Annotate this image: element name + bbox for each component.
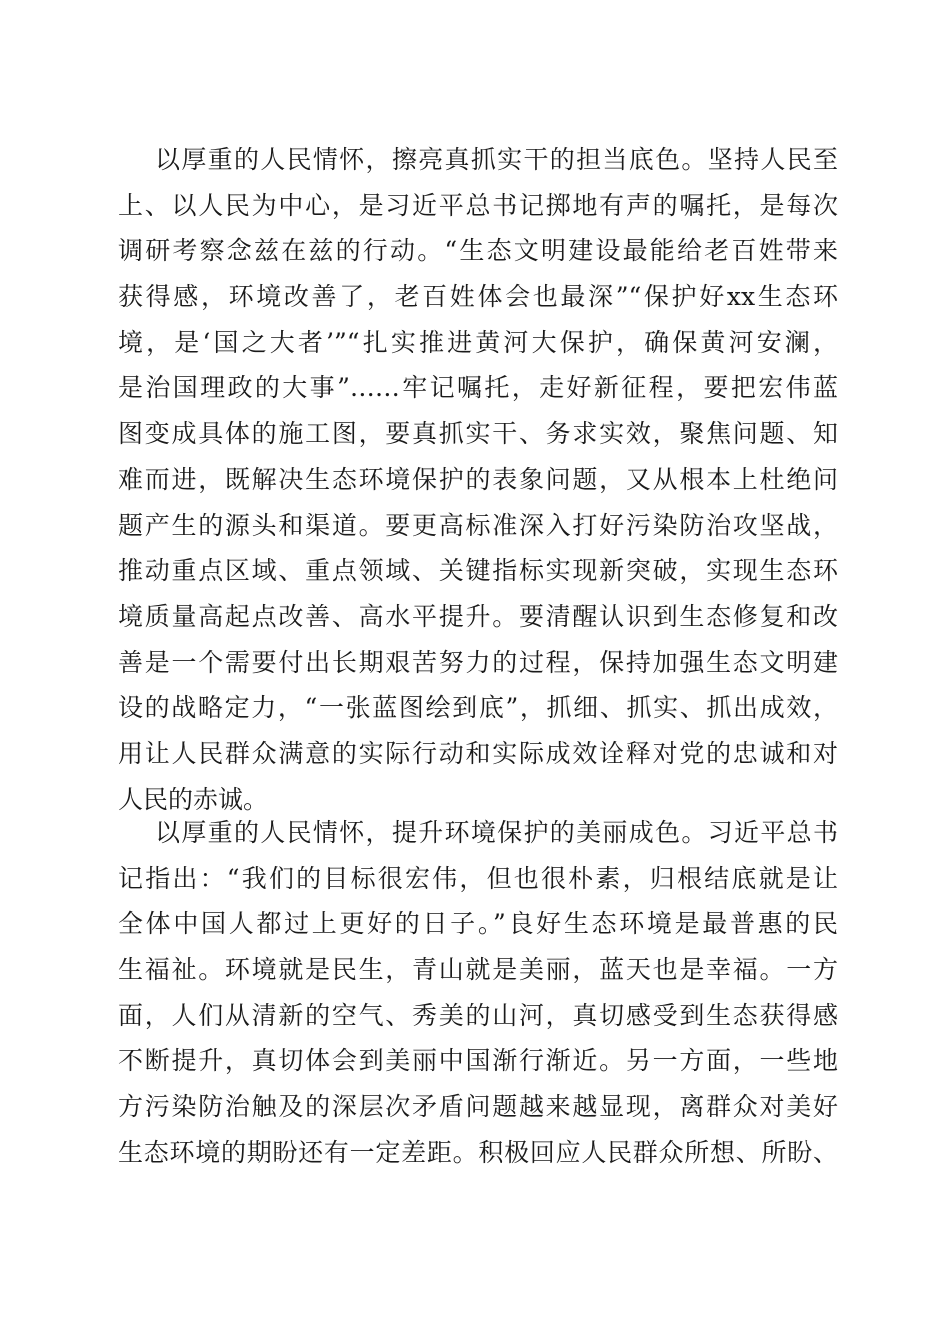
paragraph-line: 生态环境的期盼还有一定差距。积极回应人民群众所想、所盼、 (118, 1137, 838, 1167)
paragraph-line: 图变成具体的施工图，要真抓实干、务求实效，聚焦问题、知 (118, 419, 838, 449)
paragraph-1 (118, 137, 838, 822)
paragraph-line: 境质量高起点改善、高水平提升。要清醒认识到生态修复和改 (118, 601, 838, 631)
paragraph-line: 生福祉。环境就是民生，青山就是美丽，蓝天也是幸福。一方 (118, 955, 838, 985)
paragraph-line: 方污染防治触及的深层次矛盾问题越来越显现，离群众对美好 (118, 1092, 838, 1122)
paragraph-line: 是治国理政的大事”……牢记嘱托，走好新征程，要把宏伟蓝 (118, 373, 838, 403)
paragraph-line: 用让人民群众满意的实际行动和实际成效诠释对党的忠诚和对 (118, 738, 838, 768)
paragraph-line: 上、以人民为中心，是习近平总书记掷地有声的嘱托，是每次 (118, 190, 838, 220)
paragraph-line: 不断提升，真切体会到美丽中国渐行渐近。另一方面，一些地 (118, 1046, 838, 1076)
paragraph-line: 题产生的源头和渠道。要更高标准深入打好污染防治攻坚战， (118, 510, 838, 540)
paragraph-line: 全体中国人都过上更好的日子。”良好生态环境是最普惠的民 (118, 909, 838, 939)
paragraph-line: 设的战略定力，“一张蓝图绘到底”，抓细、抓实、抓出成效， (118, 693, 838, 723)
paragraph-line: 获得感，环境改善了，老百姓体会也最深”“保护好xx生态环 (118, 282, 838, 312)
paragraph-line: 人民的赤诚。 (118, 784, 269, 814)
paragraph-line: 难而进，既解决生态环境保护的表象问题，又从根本上杜绝问 (118, 464, 838, 494)
paragraph-line: 以厚重的人民情怀，擦亮真抓实干的担当底色。坚持人民至 (155, 145, 838, 174)
paragraph-2 (118, 810, 838, 1176)
paragraph-line: 以厚重的人民情怀，提升环境保护的美丽成色。习近平总书 (155, 818, 838, 847)
paragraph-line: 面，人们从清新的空气、秀美的山河，真切感受到生态获得感 (118, 1000, 838, 1030)
paragraph-line: 推动重点区域、重点领域、关键指标实现新突破，实现生态环 (118, 556, 838, 586)
paragraph-line: 记指出：“我们的目标很宏伟，但也很朴素，归根结底就是让 (118, 863, 838, 893)
paragraph-line: 境，是‘国之大者’”“扎实推进黄河大保护，确保黄河安澜， (118, 327, 838, 357)
paragraph-line: 善是一个需要付出长期艰苦努力的过程，保持加强生态文明建 (118, 647, 838, 677)
paragraph-line: 调研考察念兹在兹的行动。“生态文明建设最能给老百姓带来 (118, 236, 838, 266)
